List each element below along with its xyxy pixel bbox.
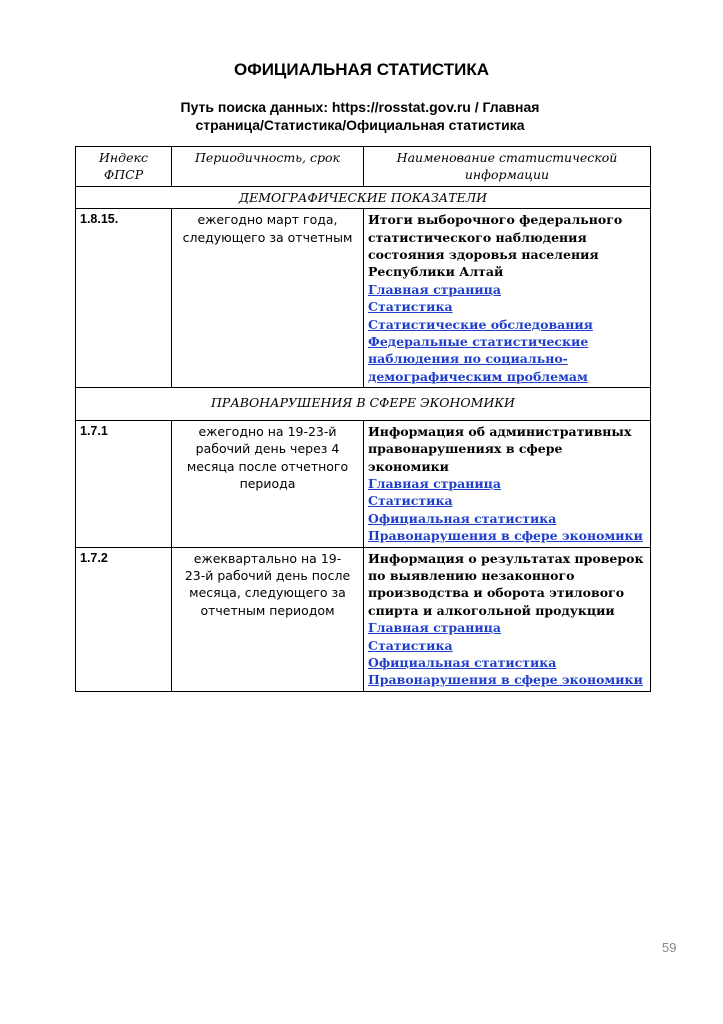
section-row (76, 186, 651, 208)
link-statistics[interactable]: Статистика (368, 637, 453, 653)
table-row (76, 209, 651, 388)
table-row (76, 547, 651, 691)
link-main-page[interactable]: Главная страница (368, 475, 502, 491)
row-period: ежеквартально на 19-23-й рабочий день после месяца, следующего за отчетным периодом (172, 547, 364, 691)
row-index: 1.7.1 (76, 420, 172, 547)
link-economic-offenses[interactable]: Правонарушения в сфере экономики (368, 528, 643, 544)
link-main-page[interactable]: Главная страница (368, 281, 502, 297)
link-statistical-surveys[interactable]: Статистические обследования (368, 316, 593, 332)
header-name: Наименование статистической информации (364, 147, 651, 187)
page-number: 59 (662, 940, 677, 955)
row-name (364, 209, 651, 388)
section-title-economy: ПРАВОНАРУШЕНИЯ В СФЕРЕ ЭКОНОМИКИ (76, 388, 651, 420)
page-title: ОФИЦИАЛЬНАЯ СТАТИСТИКА (233, 60, 490, 79)
section-title-demography: ДЕМОГРАФИЧЕСКИЕ ПОКАЗАТЕЛИ (76, 186, 651, 208)
row-name (364, 547, 651, 691)
statistics-table (75, 146, 651, 692)
table-header-row (76, 147, 651, 187)
link-economic-offenses[interactable]: Правонарушения в сфере экономики (368, 672, 643, 688)
row-period: ежегодно март года, следующего за отчетным (172, 209, 364, 388)
header-index: Индекс ФПСР (76, 147, 172, 187)
row-index: 1.7.2 (76, 547, 172, 691)
link-federal-surveys[interactable]: Федеральные статистические наблюдения по социально-демографическим проблемам (368, 334, 589, 384)
section-row (76, 388, 651, 420)
row-name (364, 420, 651, 547)
link-official-statistics[interactable]: Официальная статистика (368, 654, 557, 670)
table-row (76, 420, 651, 547)
data-search-path: Путь поиска данных: https://rosstat.gov.ru / Главная страница/Статистика/Официальная статистика (180, 99, 540, 133)
link-statistics[interactable]: Статистика (368, 299, 453, 315)
row-name-text: Информация об административных правонарушениях в сфере экономики (368, 423, 632, 474)
row-name-text: Итоги выборочного федерального статистического наблюдения состояния здоровья населения Республики Алтай (368, 212, 623, 280)
row-name-text: Информация о результатах проверок по выявлению незаконного производства и оборота этилового спирта и алкогольной продукции (368, 550, 644, 618)
row-index: 1.8.15. (76, 209, 172, 388)
link-statistics[interactable]: Статистика (368, 493, 453, 509)
header-period: Периодичность, срок (172, 147, 364, 187)
link-main-page[interactable]: Главная страница (368, 620, 502, 636)
row-period: ежегодно на 19-23-й рабочий день через 4 месяца после отчетного периода (172, 420, 364, 547)
link-official-statistics[interactable]: Официальная статистика (368, 510, 557, 526)
